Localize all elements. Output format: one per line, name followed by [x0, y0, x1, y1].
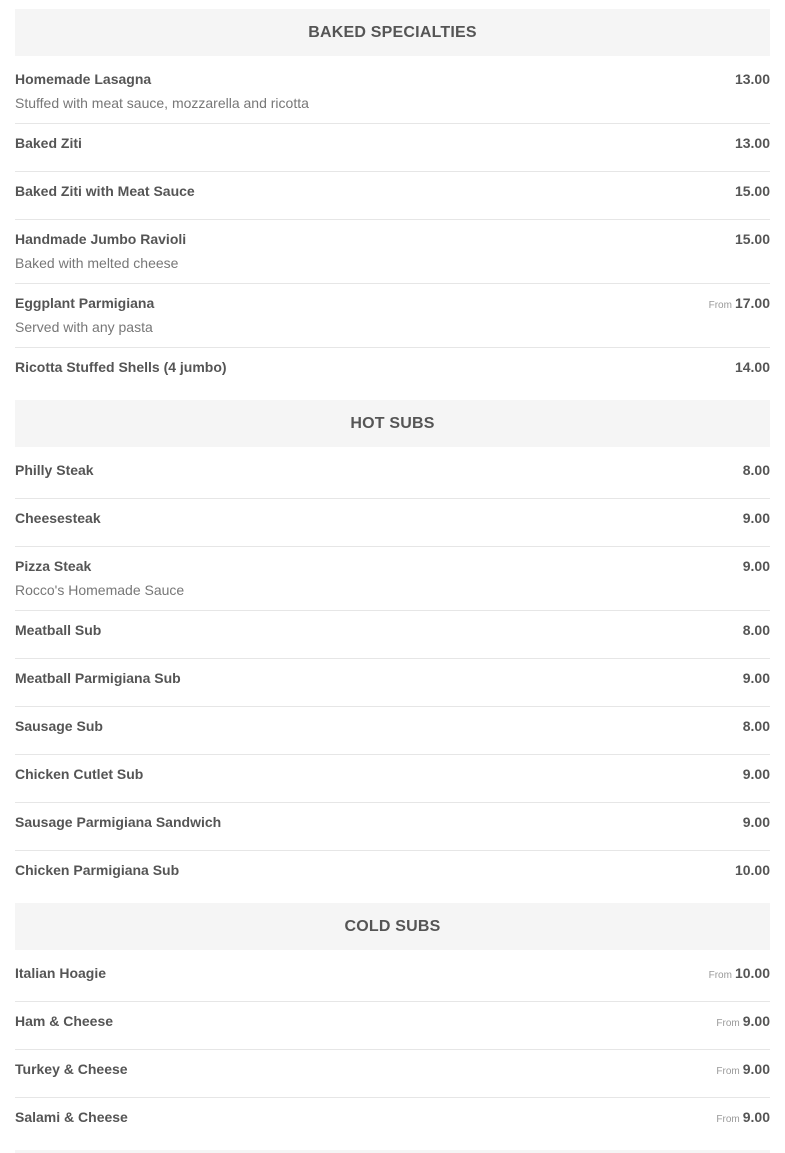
menu-item-price-group: [735, 231, 770, 247]
menu-item-row: [15, 71, 770, 87]
menu-section: [15, 9, 770, 396]
menu-item[interactable]: [15, 547, 770, 611]
menu-item-price: 14.00: [734, 359, 770, 375]
menu-item-price-group: [735, 183, 770, 199]
menu-item-price: 9.00: [742, 1061, 770, 1077]
menu-item-row: [15, 670, 770, 686]
menu-item[interactable]: [15, 451, 770, 499]
menu-item-row: [15, 862, 770, 878]
menu-item-row: [15, 1061, 770, 1077]
menu-item-row: [15, 135, 770, 151]
menu-item[interactable]: [15, 172, 770, 220]
menu-item[interactable]: [15, 220, 770, 284]
menu-section: [15, 903, 770, 1146]
menu-item-row: [15, 718, 770, 734]
menu-item-name: Baked Ziti: [15, 135, 82, 151]
menu-item-price: 10.00: [734, 862, 770, 878]
menu-item-price-group: [743, 718, 770, 734]
menu-item-price: 13.00: [734, 135, 770, 151]
from-label: From: [708, 970, 732, 981]
menu-item[interactable]: [15, 851, 770, 899]
menu-item-row: [15, 1013, 770, 1029]
menu-item[interactable]: [15, 1050, 770, 1098]
menu-item-price: 9.00: [742, 814, 770, 830]
menu-item-name: Meatball Parmigiana Sub: [15, 670, 181, 686]
menu-item-row: [15, 965, 770, 981]
menu-item-description: Stuffed with meat sauce, mozzarella and ricotta: [15, 95, 309, 111]
menu-item-price: 15.00: [734, 183, 770, 199]
menu-item[interactable]: [15, 348, 770, 396]
menu-item-price-group: [743, 670, 770, 686]
menu-item-price: 9.00: [742, 558, 770, 574]
menu-item[interactable]: [15, 124, 770, 172]
menu-item[interactable]: [15, 1098, 770, 1146]
menu-item[interactable]: [15, 284, 770, 348]
menu-item-name: Chicken Cutlet Sub: [15, 766, 144, 782]
menu-item-name: Cheesesteak: [15, 510, 101, 526]
menu-item-name: Sausage Sub: [15, 718, 103, 734]
menu-item-price: 9.00: [742, 1013, 770, 1029]
from-label: From: [716, 1018, 740, 1029]
menu-item-name: Sausage Parmigiana Sandwich: [15, 814, 222, 830]
from-label: From: [716, 1114, 740, 1125]
menu-item-price-group: [735, 359, 770, 375]
menu-item-price: 9.00: [742, 1109, 770, 1125]
menu-item-price-group: [709, 295, 770, 311]
menu-item-name: Italian Hoagie: [15, 965, 107, 981]
menu-item[interactable]: [15, 659, 770, 707]
menu-item-price-group: [735, 862, 770, 878]
menu-item-name: Handmade Jumbo Ravioli: [15, 231, 187, 247]
menu-item-price: 9.00: [742, 510, 770, 526]
menu-item-row: [15, 295, 770, 311]
menu-item-price-group: [743, 510, 770, 526]
menu-item-price: 9.00: [742, 766, 770, 782]
menu-item-row: [15, 766, 770, 782]
section-header: COLD SUBS: [15, 903, 770, 950]
menu-item-price-group: [735, 71, 770, 87]
menu-item-price-group: [709, 965, 770, 981]
menu-item-row: [15, 510, 770, 526]
menu-item-name: Ricotta Stuffed Shells (4 jumbo): [15, 359, 227, 375]
menu-item-name: Chicken Parmigiana Sub: [15, 862, 180, 878]
menu-item[interactable]: [15, 755, 770, 803]
menu-item-row: [15, 1109, 770, 1125]
menu-item-description: Rocco's Homemade Sauce: [15, 582, 185, 598]
menu-item-price: 8.00: [742, 622, 770, 638]
menu-item-row: [15, 622, 770, 638]
menu-item-price-group: [735, 135, 770, 151]
menu-item-price-group: [716, 1013, 770, 1029]
menu: [15, 9, 770, 1153]
menu-item-price: 13.00: [734, 71, 770, 87]
menu-item[interactable]: [15, 611, 770, 659]
section-header: BAKED SPECIALTIES: [15, 9, 770, 56]
menu-item[interactable]: [15, 499, 770, 547]
menu-item-price-group: [743, 814, 770, 830]
menu-item-row: [15, 814, 770, 830]
menu-item-price-group: [743, 558, 770, 574]
menu-item-row: [15, 558, 770, 574]
menu-item-price-group: [743, 766, 770, 782]
menu-item[interactable]: [15, 803, 770, 851]
menu-item-name: Philly Steak: [15, 462, 94, 478]
menu-item[interactable]: [15, 60, 770, 124]
menu-item-price-group: [716, 1061, 770, 1077]
menu-item-price-group: [716, 1109, 770, 1125]
menu-item-row: [15, 231, 770, 247]
menu-item-name: Turkey & Cheese: [15, 1061, 128, 1077]
menu-item-row: [15, 462, 770, 478]
menu-item[interactable]: [15, 954, 770, 1002]
menu-item[interactable]: [15, 1002, 770, 1050]
menu-item-price-group: [743, 622, 770, 638]
menu-item-price: 8.00: [742, 718, 770, 734]
menu-item-price: 17.00: [734, 295, 770, 311]
menu-item-description: Served with any pasta: [15, 319, 153, 335]
menu-item-price: 8.00: [742, 462, 770, 478]
menu-item-name: Eggplant Parmigiana: [15, 295, 155, 311]
menu-item[interactable]: [15, 707, 770, 755]
menu-item-name: Baked Ziti with Meat Sauce: [15, 183, 195, 199]
menu-item-price: 15.00: [734, 231, 770, 247]
menu-item-price-group: [743, 462, 770, 478]
menu-item-name: Salami & Cheese: [15, 1109, 128, 1125]
menu-item-row: [15, 183, 770, 199]
menu-item-price: 9.00: [742, 670, 770, 686]
section-header: HOT SUBS: [15, 400, 770, 447]
menu-item-name: Pizza Steak: [15, 558, 92, 574]
menu-section: [15, 400, 770, 899]
from-label: From: [716, 1066, 740, 1077]
menu-item-name: Homemade Lasagna: [15, 71, 152, 87]
menu-item-name: Ham & Cheese: [15, 1013, 114, 1029]
menu-item-row: [15, 359, 770, 375]
menu-item-name: Meatball Sub: [15, 622, 102, 638]
menu-item-description: Baked with melted cheese: [15, 255, 179, 271]
menu-item-price: 10.00: [734, 965, 770, 981]
from-label: From: [708, 300, 732, 311]
